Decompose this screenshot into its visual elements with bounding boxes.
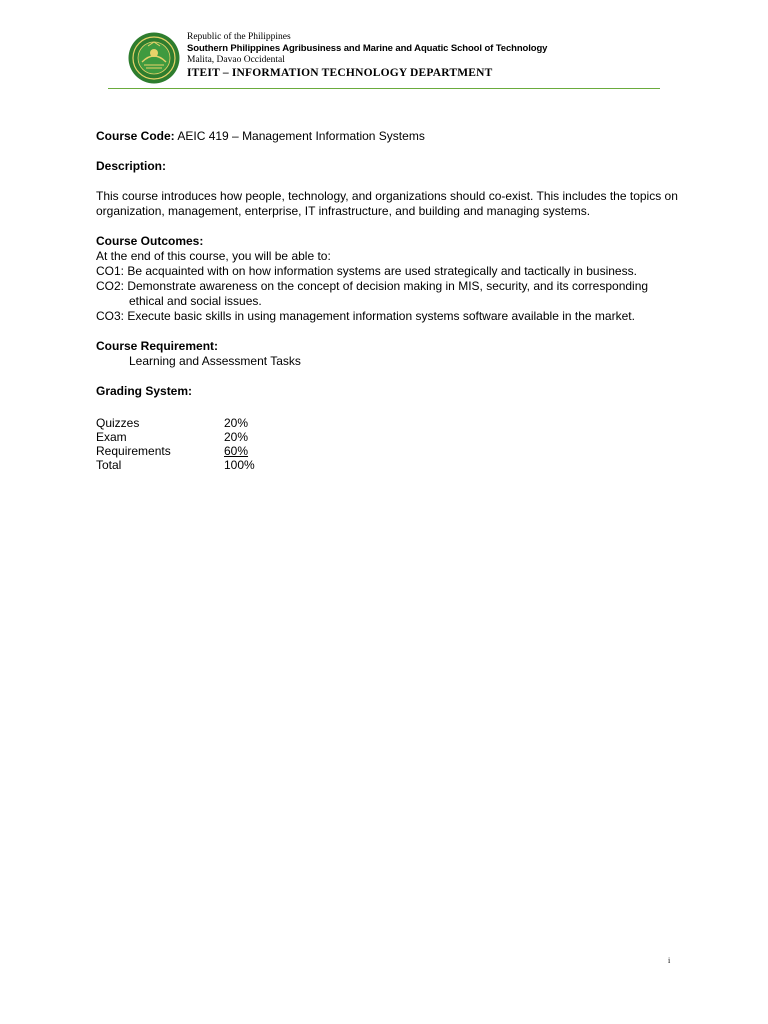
grading-row-label: Requirements <box>96 444 171 458</box>
requirement-item: Learning and Assessment Tasks <box>129 354 301 368</box>
description-heading: Description: <box>96 159 167 173</box>
letterhead <box>108 28 660 90</box>
letterhead-divider <box>108 88 660 89</box>
grading-row <box>96 444 296 458</box>
letterhead-address: Malita, Davao Occidental <box>187 55 285 65</box>
school-seal-icon <box>128 32 180 84</box>
grading-row-value: 20% <box>224 416 249 430</box>
grading-row-value: 100% <box>224 458 255 472</box>
grading-row-label: Total <box>96 458 122 472</box>
grading-row-value: 20% <box>224 430 249 444</box>
course-code-label: Course Code: <box>96 129 175 143</box>
outcome-co1: CO1: Be acquainted with on how information systems are used strategically and tactically in business. <box>96 264 637 278</box>
outcomes-heading: Course Outcomes: <box>96 234 204 248</box>
grading-row <box>96 430 296 444</box>
grading-heading: Grading System: <box>96 384 193 398</box>
page-number: i <box>668 956 671 965</box>
letterhead-school-name: Southern Philippines Agribusiness and Marine and Aquatic School of Technology <box>187 43 548 54</box>
outcomes-intro: At the end of this course, you will be able to: <box>96 249 331 263</box>
letterhead-republic: Republic of the Philippines <box>187 32 291 42</box>
requirement-heading: Course Requirement: <box>96 339 219 353</box>
grading-total-row <box>96 458 296 472</box>
description-text: This course introduces how people, technology, and organizations should co-exist. This includes the topics on organization, management, enterprise, IT infrastructure, and building and managing systems. <box>96 189 678 218</box>
outcome-co2-continued: ethical and social issues. <box>129 294 262 308</box>
grading-row-value: 60% <box>224 444 249 458</box>
course-code-value: AEIC 419 – Management Information Systems <box>174 129 425 143</box>
letterhead-department: ITEIT – INFORMATION TECHNOLOGY DEPARTMENT <box>187 67 493 79</box>
course-content <box>96 129 696 399</box>
grading-row-label: Exam <box>96 430 127 444</box>
outcome-co2: CO2: Demonstrate awareness on the concept of decision making in MIS, security, and its corresponding <box>96 279 649 293</box>
grading-table <box>96 416 296 472</box>
outcome-co3: CO3: Execute basic skills in using management information systems software available in the market. <box>96 309 635 323</box>
course-code <box>96 129 696 144</box>
grading-row <box>96 416 296 430</box>
grading-row-label: Quizzes <box>96 416 140 430</box>
letterhead-text <box>187 32 547 80</box>
